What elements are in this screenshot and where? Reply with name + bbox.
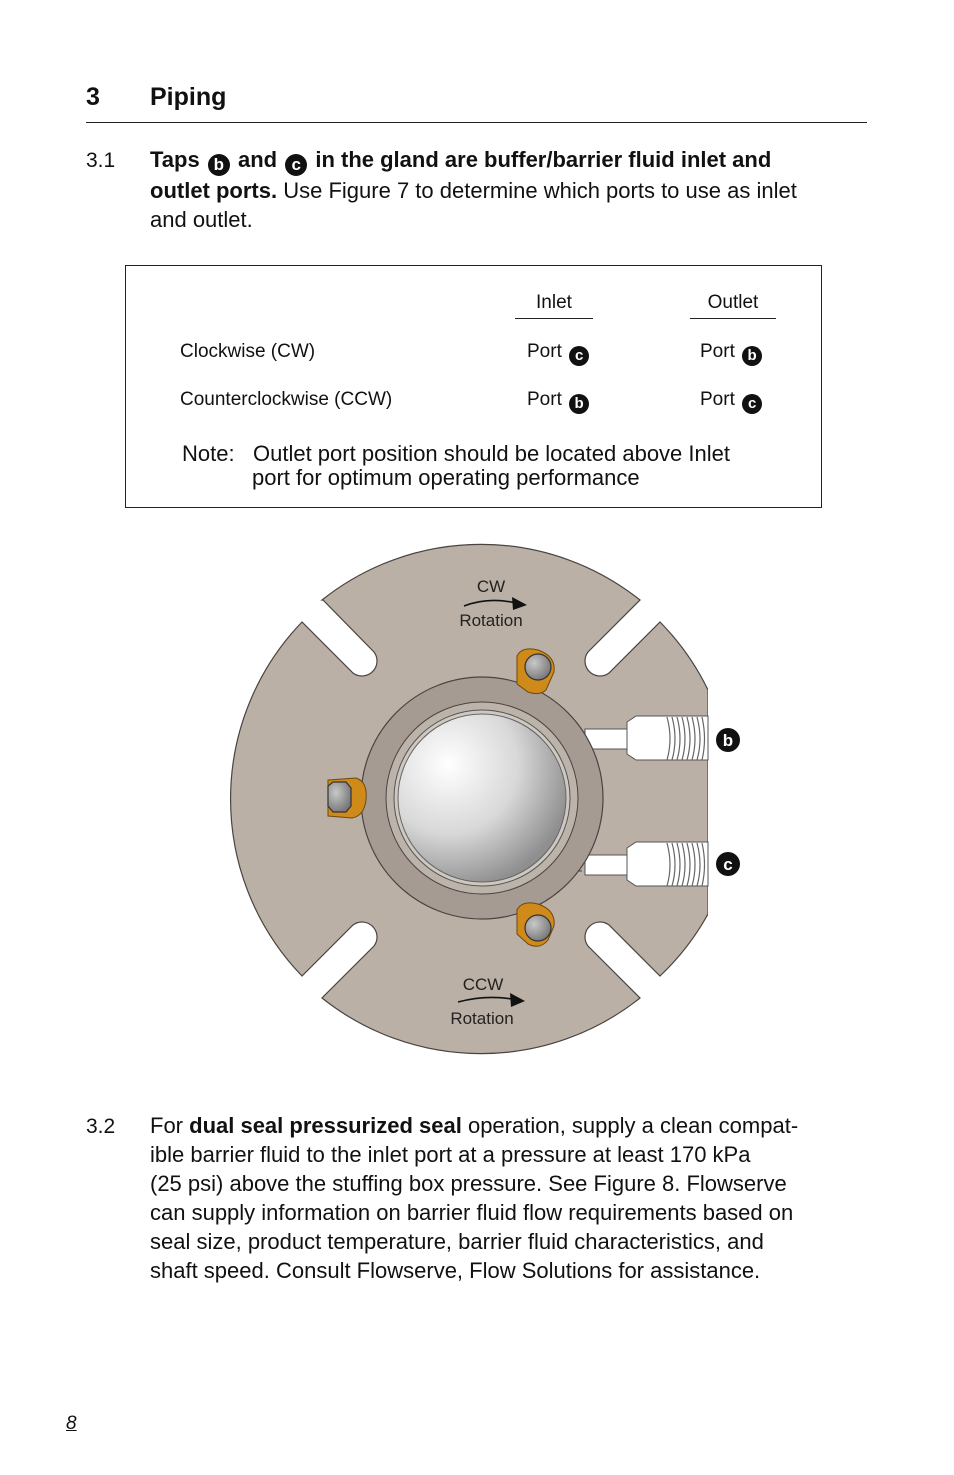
inlet-header: Inlet <box>536 292 572 313</box>
outlet-header: Outlet <box>707 292 759 313</box>
port-b-badge: b <box>569 394 589 414</box>
clip-left <box>328 778 366 818</box>
page-number: 8 <box>66 1413 77 1434</box>
row-ccw-label: Counterclockwise (CCW) <box>180 389 393 410</box>
port-text: Port <box>527 341 562 362</box>
port-c-badge: c <box>569 346 589 366</box>
bold-outlet-ports: outlet ports. <box>150 178 278 203</box>
bolt-head <box>525 915 551 941</box>
paragraph-3-2-line5: seal size, product temperature, barrier fluid characteristics, and <box>150 1229 764 1254</box>
paragraph-3-2-line6: shaft speed. Consult Flowserve, Flow Solutions for assistance. <box>150 1258 761 1283</box>
callout-port-c <box>716 852 740 876</box>
port-b-badge: b <box>208 154 230 176</box>
port-b-badge: b <box>742 346 762 366</box>
shaft <box>398 714 566 882</box>
note-line2: port for optimum operating performance <box>252 465 640 490</box>
note-line1: Outlet port position should be located above Inlet <box>253 441 730 466</box>
paragraph-3-2-line2: ible barrier fluid to the inlet port at a pressure at least 170 kPa <box>150 1142 751 1167</box>
note-label: Note: <box>182 441 235 466</box>
row-cw-label: Clockwise (CW) <box>180 341 316 362</box>
ccw-label: CCW <box>462 975 504 994</box>
port-c-badge: c <box>285 154 307 176</box>
bold-dual-seal: dual seal pressurized seal <box>189 1113 462 1138</box>
clip-bottom <box>517 903 554 946</box>
line2-normal: Use Figure 7 to determine which ports to use as inlet <box>283 178 797 203</box>
cw-label: CW <box>476 577 506 596</box>
port-text: Port <box>700 389 735 410</box>
bolt-head <box>525 654 551 680</box>
paragraph-number-3-1: 3.1 <box>86 149 116 172</box>
callout-b-letter: b <box>722 731 734 750</box>
port-text: Port <box>700 341 735 362</box>
paragraph-3-2-line4: can supply information on barrier fluid flow requirements based on <box>150 1200 794 1225</box>
callout-c-letter: c <box>723 855 733 874</box>
ccw-rotation-label: Rotation <box>450 1009 514 1028</box>
section-title: Piping <box>150 83 227 111</box>
bold-and: and <box>237 147 278 172</box>
bold-line1-rest: in the gland are buffer/barrier fluid inlet and <box>315 147 772 172</box>
paragraph-3-2-line3: (25 psi) above the stuffing box pressure. See Figure 8. Flowserve <box>150 1171 787 1196</box>
paragraph-3-1-line3: and outlet. <box>150 207 253 232</box>
bold-taps: Taps <box>150 147 200 172</box>
line1-rest: operation, supply a clean compat- <box>467 1113 799 1138</box>
port-c-badge: c <box>742 394 762 414</box>
cw-rotation-label: Rotation <box>459 611 523 630</box>
bolt-head <box>328 782 351 812</box>
paragraph-number-3-2: 3.2 <box>86 1115 116 1138</box>
port-text: Port <box>527 389 562 410</box>
lead-for: For <box>150 1113 183 1138</box>
callout-port-b <box>716 728 740 752</box>
paragraph-3-2-line1 <box>150 1111 870 1140</box>
paragraph-3-2 <box>150 1111 870 1285</box>
section-number: 3 <box>86 83 100 111</box>
